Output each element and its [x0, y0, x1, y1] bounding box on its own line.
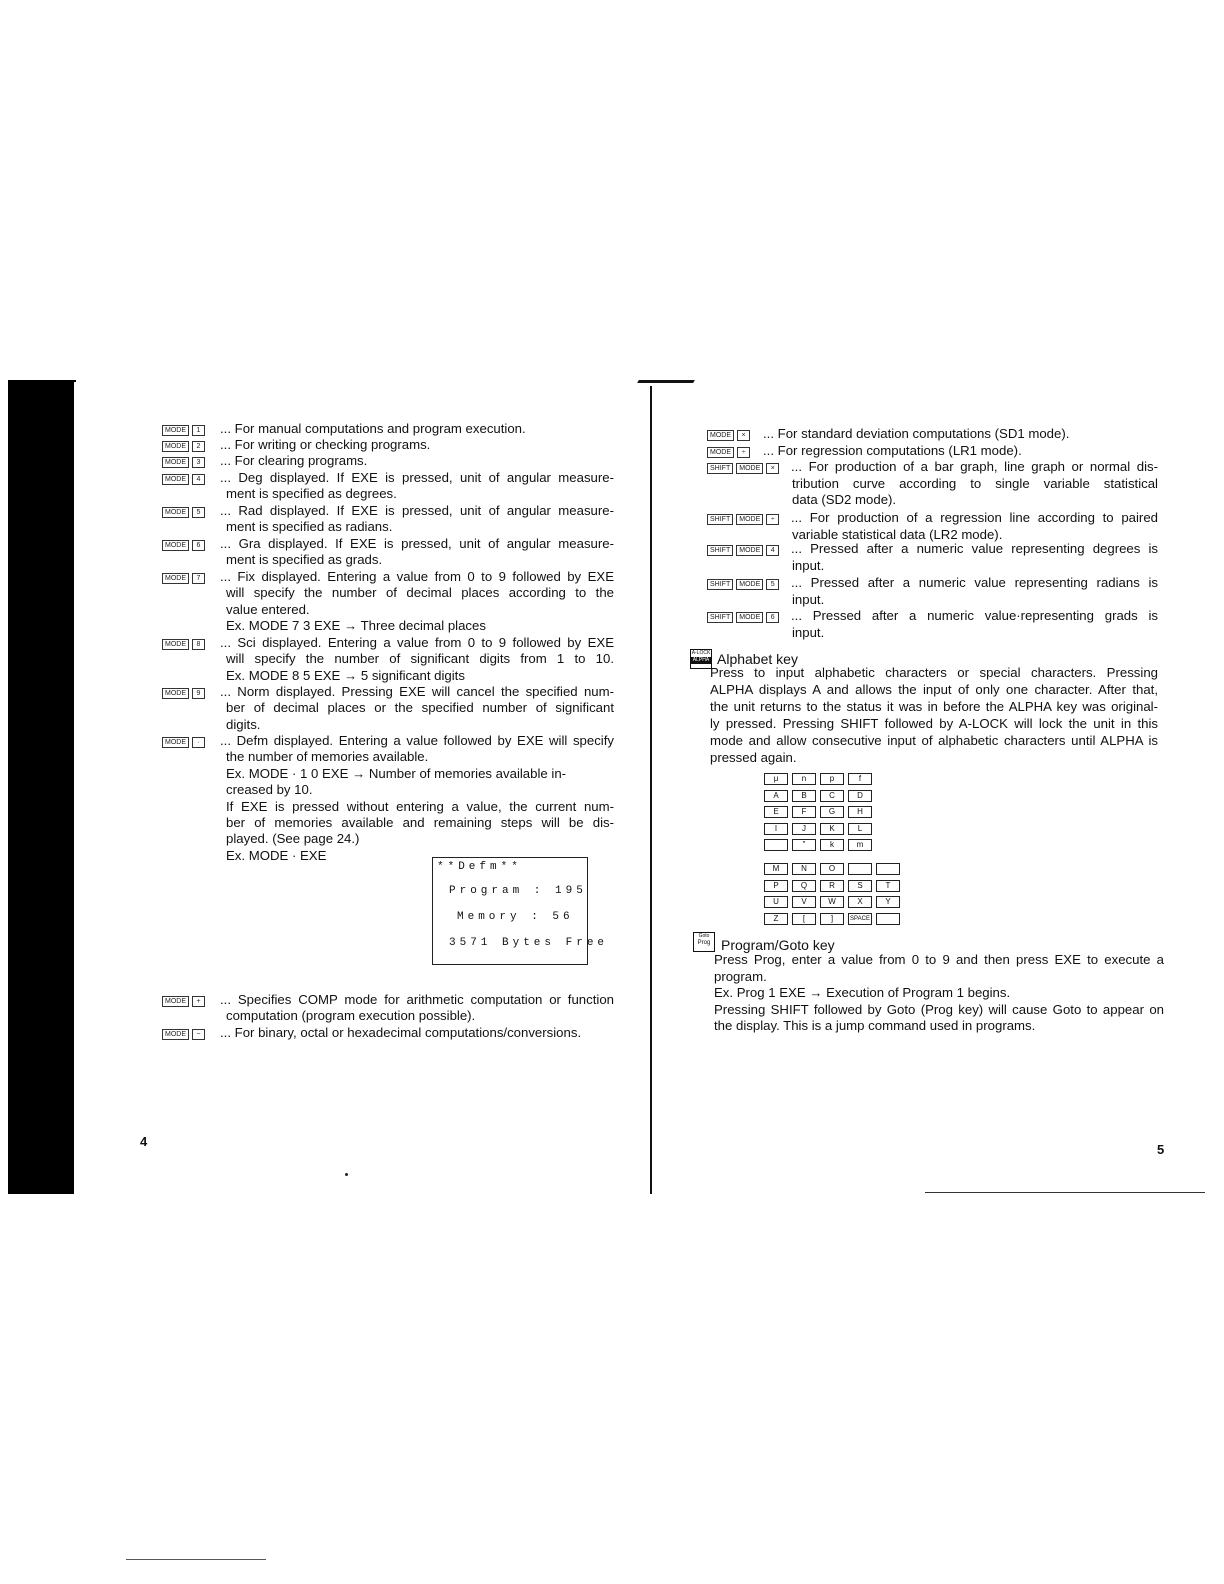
alpha-key-cell: S	[848, 880, 872, 892]
alpha-key-cell	[764, 839, 788, 851]
alpha-key-cell: H	[848, 806, 872, 818]
display-line-3: Memory : 56	[457, 911, 574, 923]
key-cap: 5	[766, 579, 779, 590]
description-line: ment is specified as degrees.	[226, 486, 397, 502]
description-line: Ex. MODE 8 5 EXE → 5 significant digits	[226, 667, 465, 683]
alpha-key-cell	[876, 863, 900, 875]
description-line: ... For manual computations and program execution.	[220, 421, 526, 436]
page-number-left: 4	[140, 1134, 148, 1149]
right-entry-keys	[707, 459, 782, 476]
description-line: ... For binary, octal or hexadecimal computations/conversions.	[220, 1025, 582, 1040]
alpha-key-cell: M	[764, 863, 788, 875]
alpha-key-cell: k	[820, 839, 844, 851]
key-cap: MODE	[162, 688, 189, 699]
paragraph-line: Press to input alphabetic characters or special characters. Pressing	[710, 665, 1158, 680]
description-line: ... Norm displayed. Pressing EXE will cancel the specified num-	[220, 684, 614, 699]
right-entry-keys	[707, 575, 782, 592]
key-cap: SHIFT	[707, 612, 733, 623]
left-entry-keys	[162, 992, 208, 1009]
alpha-key-cell: "	[792, 839, 816, 851]
gutter-top-mark	[637, 380, 695, 383]
description-line: ... Gra displayed. If EXE is pressed, unit of angular measure-	[220, 536, 614, 551]
alpha-key-cell: p	[820, 773, 844, 785]
description-line: computation (program execution possible).	[226, 1008, 476, 1024]
key-cap: MODE	[162, 540, 189, 551]
left-entry-keys	[162, 536, 208, 553]
description-line: ... For standard deviation computations (SD1 mode).	[763, 426, 1070, 441]
description-line: input.	[792, 557, 825, 573]
right-entry-keys	[707, 541, 782, 558]
alpha-key-cell: L	[848, 823, 872, 835]
key-cap: MODE	[162, 573, 189, 584]
display-line-2: Program : 195	[449, 885, 587, 897]
description-line: played. (See page 24.)	[226, 831, 360, 847]
alpha-key-cell: Q	[792, 880, 816, 892]
alpha-key-cell: X	[848, 896, 872, 908]
key-cap: SHIFT	[707, 463, 733, 474]
alpha-key-cell: Y	[876, 896, 900, 908]
alpha-icon-main: ALPHA	[692, 657, 710, 663]
alpha-key-cell	[876, 913, 900, 925]
key-cap: ×	[737, 430, 750, 441]
display-line-4: 3571 Bytes Free	[449, 937, 609, 949]
alpha-key-cell: R	[820, 880, 844, 892]
alpha-key-cell: W	[820, 896, 844, 908]
key-cap: MODE	[707, 447, 734, 458]
paragraph-line: program.	[714, 968, 767, 984]
description-line: will specify the number of decimal places according to the	[226, 585, 614, 601]
alpha-key-cell: V	[792, 896, 816, 908]
alpha-key-cell: E	[764, 806, 788, 818]
alpha-key-cell: [	[792, 913, 816, 925]
left-entry-keys	[162, 684, 208, 701]
description-line: variable statistical data (LR2 mode).	[792, 526, 1003, 542]
description-line: ... Sci displayed. Entering a value from 0 to 9 followed by EXE	[220, 635, 614, 650]
paragraph-line: ly pressed. Pressing SHIFT followed by A-LOCK will lock the unit in this	[710, 715, 1158, 731]
key-cap: MODE	[736, 579, 763, 590]
description-line: ... For regression computations (LR1 mode).	[763, 443, 1022, 458]
paragraph-line: Press Prog, enter a value from 0 to 9 and then press EXE to execute a	[714, 952, 1164, 967]
key-cap: MODE	[736, 545, 763, 556]
description-line: input.	[792, 591, 825, 607]
alpha-key-cell: A	[764, 790, 788, 802]
description-line: ... For writing or checking programs.	[220, 437, 431, 452]
alpha-key-cell: N	[792, 863, 816, 875]
defm-display	[432, 857, 609, 965]
key-cap: MODE	[162, 474, 189, 485]
alpha-key-cell: μ	[764, 773, 788, 785]
key-cap: ÷	[766, 514, 779, 525]
key-cap: MODE	[162, 639, 189, 650]
key-cap: SHIFT	[707, 545, 733, 556]
description-line: input.	[792, 624, 825, 640]
left-entry-keys	[162, 635, 208, 652]
description-line: Ex. MODE 7 3 EXE → Three decimal places	[226, 618, 486, 634]
description-line: ber of decimal places or the specified number of significant	[226, 700, 614, 716]
key-cap: MODE	[162, 996, 189, 1007]
alpha-heading: Alphabet key	[717, 651, 798, 667]
description-line: ... Pressed after a numeric value representing degrees is	[791, 541, 1158, 556]
alpha-icon-top: A-LOCK	[691, 650, 711, 656]
description-line: ment is specified as radians.	[226, 519, 393, 535]
left-entry-keys	[162, 453, 208, 470]
key-cap: ·	[192, 737, 205, 748]
key-cap: ×	[766, 463, 779, 474]
paragraph-line: ALPHA displays A and allows the input of only one character. After that,	[710, 681, 1158, 697]
prog-icon-top: Goto	[698, 933, 710, 939]
left-entry-keys	[162, 569, 208, 586]
description-line: ber of memories available and remaining steps will be dis-	[226, 815, 614, 830]
key-cap: MODE	[162, 425, 189, 436]
alpha-key-cell: B	[792, 790, 816, 802]
description-line: Ex. MODE · EXE	[226, 847, 327, 863]
key-cap: 7	[192, 573, 205, 584]
alpha-key-cell: F	[792, 806, 816, 818]
alpha-key-cell: I	[764, 823, 788, 835]
alpha-key-cell: m	[848, 839, 872, 851]
left-binding-edge	[8, 380, 74, 1194]
prog-heading: Program/Goto key	[721, 937, 835, 953]
display-line-1: **Defm**	[437, 861, 522, 873]
left-entry-keys	[162, 1025, 208, 1042]
description-line: the number of memories available.	[226, 749, 429, 765]
key-cap: 9	[192, 688, 205, 699]
right-bottom-rule	[925, 1192, 1205, 1193]
alpha-key-cell: O	[820, 863, 844, 875]
description-line: creased by 10.	[226, 782, 313, 798]
paragraph-line: Pressing SHIFT followed by Goto (Prog key) will cause Goto to appear on	[714, 1001, 1164, 1017]
paragraph-line: the unit returns to the status it was in before the ALPHA key was original-	[710, 698, 1158, 714]
key-cap: −	[192, 1029, 205, 1040]
description-line: ... Deg displayed. If EXE is pressed, unit of angular measure-	[220, 470, 614, 485]
paragraph-line: the display. This is a jump command used in programs.	[714, 1018, 1036, 1034]
key-cap: MODE	[162, 457, 189, 468]
description-line: ... For clearing programs.	[220, 453, 368, 468]
key-cap: MODE	[707, 430, 734, 441]
alpha-key-icon	[690, 649, 712, 669]
left-entry-keys	[162, 470, 208, 487]
paragraph-line: mode and allow consecutive input of alphabetic characters until ALPHA is	[710, 732, 1158, 748]
key-cap: 3	[192, 457, 205, 468]
key-cap: MODE	[162, 1029, 189, 1040]
alpha-key-cell: P	[764, 880, 788, 892]
alpha-key-cell	[848, 863, 872, 875]
alpha-key-cell: ]	[820, 913, 844, 925]
prog-key-icon	[693, 932, 715, 952]
key-cap: MODE	[162, 507, 189, 518]
key-cap: 5	[192, 507, 205, 518]
alpha-key-cell: Z	[764, 913, 788, 925]
alpha-key-cell: K	[820, 823, 844, 835]
alpha-key-cell: D	[848, 790, 872, 802]
left-entry-keys	[162, 733, 208, 750]
left-corner-mark	[60, 380, 76, 382]
key-cap: MODE	[162, 737, 189, 748]
description-line: digits.	[226, 716, 261, 732]
description-line: ... For production of a regression line according to paired	[791, 510, 1158, 525]
right-entry-keys	[707, 608, 782, 625]
key-cap: 4	[766, 545, 779, 556]
description-line: If EXE is pressed without entering a value, the current num-	[226, 798, 614, 814]
description-line: ... Specifies COMP mode for arithmetic computation or function	[220, 992, 614, 1007]
description-line: Ex. MODE · 1 0 EXE → Number of memories available in-	[226, 765, 567, 781]
key-cap: MODE	[736, 612, 763, 623]
alpha-key-cell: U	[764, 896, 788, 908]
right-entry-keys	[707, 510, 782, 527]
key-cap: ÷	[737, 447, 750, 458]
alpha-key-cell: C	[820, 790, 844, 802]
description-line: will specify the number of significant digits from 1 to 10.	[226, 651, 614, 667]
paragraph-line: Ex. Prog 1 EXE → Execution of Program 1 begins.	[714, 985, 1011, 1001]
description-line: ... Rad displayed. If EXE is pressed, unit of angular measure-	[220, 503, 614, 518]
key-cap: MODE	[736, 463, 763, 474]
description-line: data (SD2 mode).	[792, 492, 897, 508]
alpha-key-cell: SPACE	[848, 913, 872, 925]
key-cap: SHIFT	[707, 514, 733, 525]
right-entry-keys	[707, 426, 753, 443]
right-entry-keys	[707, 443, 753, 460]
description-line: ... Pressed after a numeric value·representing grads is	[791, 608, 1158, 623]
description-line: ... For production of a bar graph, line graph or normal dis-	[791, 459, 1158, 474]
key-cap: 8	[192, 639, 205, 650]
key-cap: MODE	[736, 514, 763, 525]
left-entry-keys	[162, 437, 208, 454]
stray-dot	[345, 1173, 348, 1176]
key-cap: 2	[192, 441, 205, 452]
key-cap: 6	[192, 540, 205, 551]
paragraph-line: pressed again.	[710, 749, 797, 765]
key-cap: +	[192, 996, 205, 1007]
bottom-blue-rule	[126, 1559, 266, 1560]
description-line: tribution curve according to single variable statistical	[792, 475, 1158, 491]
description-line: ... Fix displayed. Entering a value from 0 to 9 followed by EXE	[220, 569, 614, 584]
description-line: ... Pressed after a numeric value representing radians is	[791, 575, 1158, 590]
alpha-key-cell: J	[792, 823, 816, 835]
key-cap: 6	[766, 612, 779, 623]
alpha-key-cell: T	[876, 880, 900, 892]
key-cap: 4	[192, 474, 205, 485]
key-cap: 1	[192, 425, 205, 436]
alpha-key-cell: n	[792, 773, 816, 785]
left-entry-keys	[162, 421, 208, 438]
key-cap: SHIFT	[707, 579, 733, 590]
prog-icon-main: Prog	[697, 940, 711, 946]
alpha-key-cell: G	[820, 806, 844, 818]
alpha-key-cell: f	[848, 773, 872, 785]
gutter-line	[650, 386, 652, 1194]
description-line: ment is specified as grads.	[226, 552, 383, 568]
key-cap: MODE	[162, 441, 189, 452]
description-line: value entered.	[226, 601, 310, 617]
page-number-right: 5	[1157, 1142, 1165, 1157]
left-entry-keys	[162, 503, 208, 520]
description-line: ... Defm displayed. Entering a value followed by EXE will specify	[220, 733, 614, 748]
